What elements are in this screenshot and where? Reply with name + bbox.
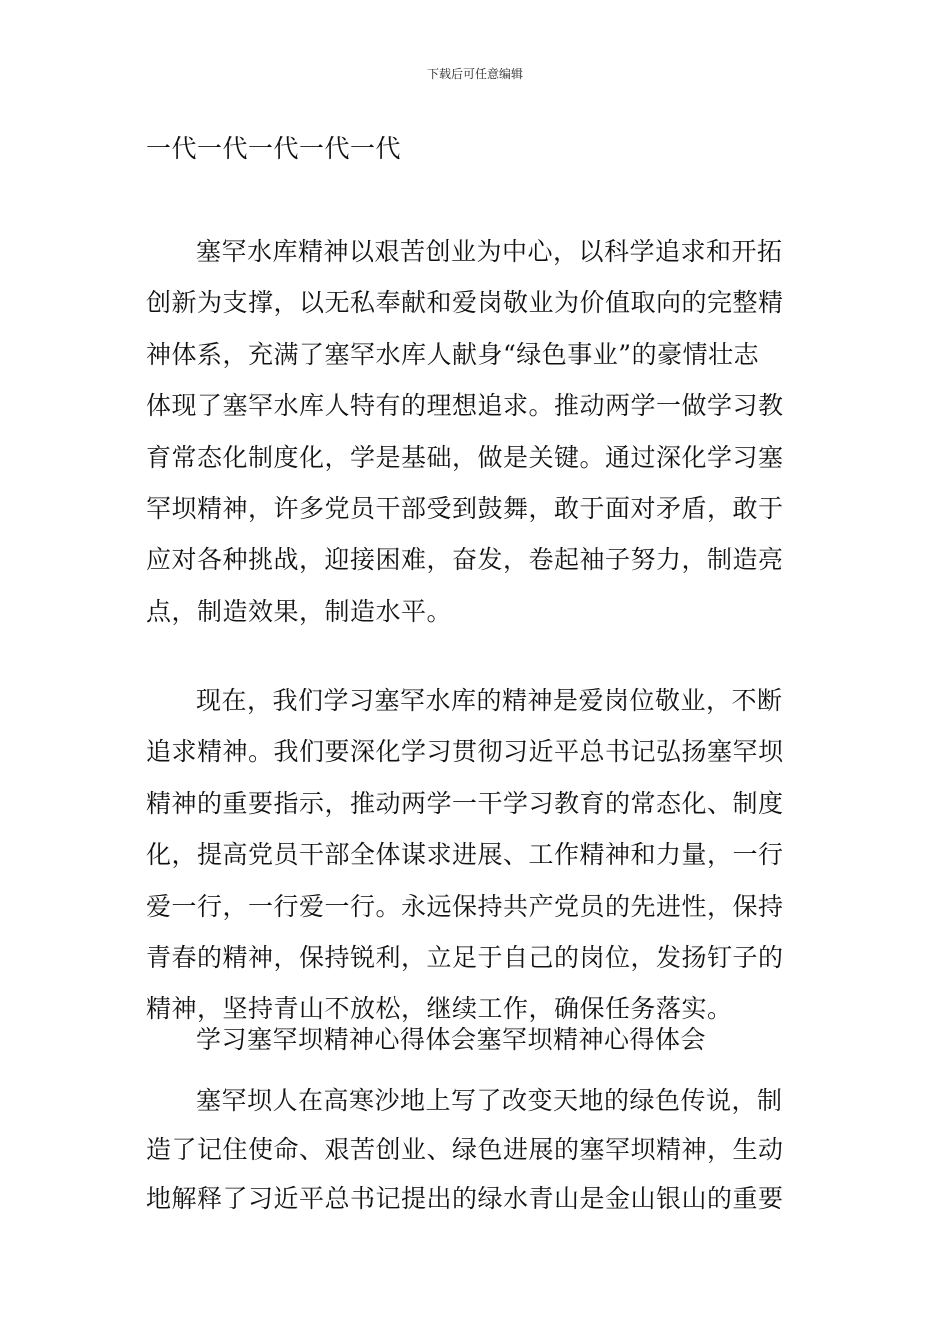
paragraph-line: 爱一行，一行爱一行。永远保持共产党员的先进性，保持 bbox=[146, 891, 784, 921]
paragraph-1 bbox=[146, 226, 836, 637]
paragraph-line: 体现了塞罕水库人特有的理想追求。推动两学一做学习教 bbox=[146, 391, 784, 421]
page-header-note: 下载后可任意编辑 bbox=[426, 67, 523, 81]
document-title: 一代一代一代一代一代 bbox=[146, 134, 402, 163]
paragraph-line: 造了记住使命、艰苦创业、绿色进展的塞罕坝精神，生动 bbox=[146, 1135, 784, 1164]
paragraph-line: 化，提高党员干部全体谋求进展、工作精神和力量，一行 bbox=[146, 840, 784, 870]
paragraph-2 bbox=[146, 675, 836, 1035]
paragraph-line: 塞罕水库精神以艰苦创业为中心，以科学追求和开拓 bbox=[196, 237, 783, 266]
paragraph-line: 罕坝精神，许多党员干部受到鼓舞，敢于面对矛盾，敢于 bbox=[146, 494, 784, 524]
paragraph-line: 应对各种挑战，迎接困难，奋发，卷起袖子努力，制造亮 bbox=[146, 545, 784, 575]
paragraph-line: 地解释了习近平总书记提出的绿水青山是金山银山的重要 bbox=[146, 1184, 784, 1213]
paragraph-line: 创新为支撑，以无私奉献和爱岗敬业为价值取向的完整精 bbox=[146, 288, 784, 318]
paragraph-line: 追求精神。我们要深化学习贯彻习近平总书记弘扬塞罕坝 bbox=[146, 737, 784, 767]
paragraph-line: 青春的精神，保持锐利，立足于自己的岗位，发扬钉子的 bbox=[146, 943, 784, 973]
paragraph-line: 现在，我们学习塞罕水库的精神是爱岗位敬业，不断 bbox=[196, 686, 783, 715]
paragraph-line: 点，制造效果，制造水平。 bbox=[146, 596, 453, 626]
paragraph-4 bbox=[146, 1076, 836, 1223]
section-heading bbox=[146, 1018, 836, 1062]
paragraph-line: 学习塞罕坝精神心得体会塞罕坝精神心得体会 bbox=[196, 1025, 707, 1054]
paragraph-line: 神体系，充满了塞罕水库人献身“绿色事业”的豪情壮志 bbox=[146, 339, 760, 369]
paragraph-line: 精神的重要指示，推动两学一干学习教育的常态化、制度 bbox=[146, 788, 784, 818]
paragraph-line: 育常态化制度化，学是基础，做是关键。通过深化学习塞 bbox=[146, 442, 784, 472]
paragraph-line: 精神，坚持青山不放松，继续工作，确保任务落实。 bbox=[146, 994, 733, 1024]
paragraph-line: 塞罕坝人在高寒沙地上写了改变天地的绿色传说，制 bbox=[196, 1086, 783, 1115]
